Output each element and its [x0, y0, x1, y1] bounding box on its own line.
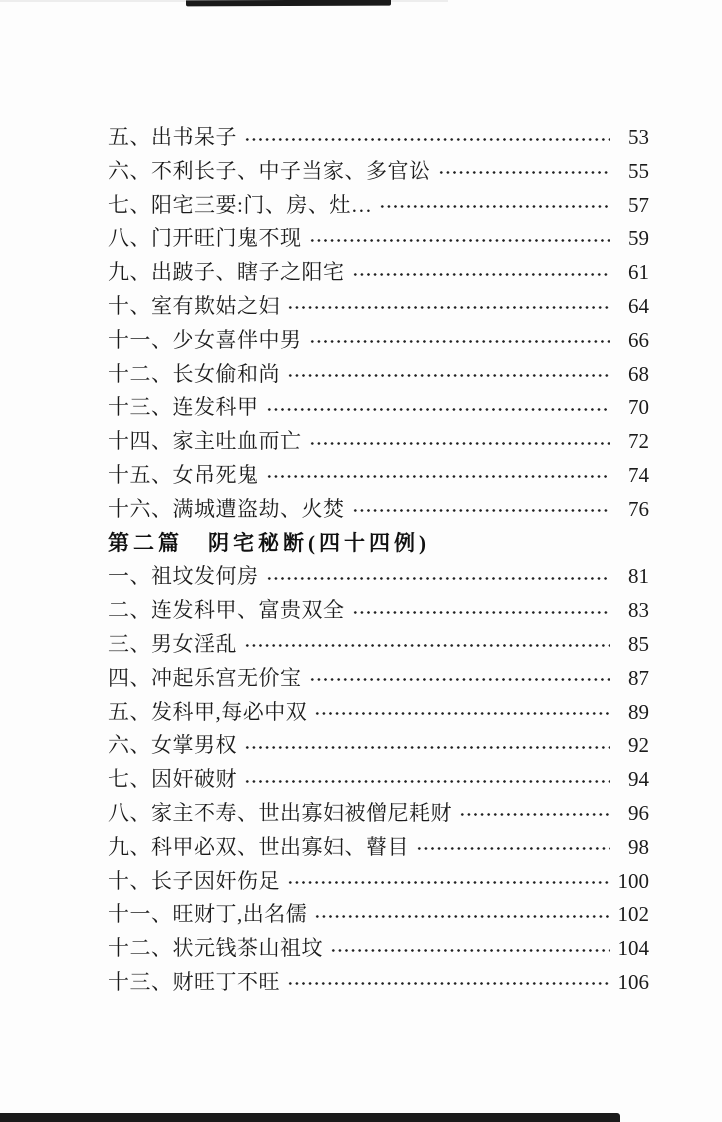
toc-entry-page-number: 66 — [628, 327, 649, 352]
toc-entry-title: 九、科甲必双、世出寡妇、瞽目 — [108, 834, 409, 859]
dot-leader — [266, 391, 611, 425]
toc-entry-row — [108, 560, 649, 594]
dot-leader — [309, 222, 611, 256]
table-of-contents — [108, 121, 649, 1000]
toc-entry-title: 一、祖坟发何房 — [108, 564, 259, 589]
toc-entry-page-number: 70 — [628, 395, 649, 420]
toc-entry-page-number: 61 — [628, 260, 649, 285]
toc-entry-page-number: 104 — [617, 936, 649, 961]
toc-section1-list — [108, 121, 649, 527]
toc-entry-page-number: 83 — [628, 598, 649, 623]
dot-leader — [309, 662, 611, 696]
toc-entry-page-number: 68 — [628, 361, 649, 386]
toc-entry-row — [108, 763, 649, 797]
toc-entry-row — [108, 391, 649, 425]
toc-entry-title: 八、家主不寿、世出寡妇被僧尼耗财 — [108, 800, 452, 825]
toc-entry-title: 十一、旺财丁,出名儒 — [108, 902, 308, 927]
toc-entry-row — [108, 797, 649, 831]
toc-entry-row — [108, 662, 649, 696]
toc-entry-title: 三、男女淫乱 — [108, 631, 237, 656]
toc-entry-row — [108, 628, 649, 662]
toc-entry-title: 十、室有欺姑之妇 — [108, 293, 280, 318]
toc-entry-title: 六、女掌男权 — [108, 733, 237, 758]
dot-leader — [438, 155, 611, 189]
toc-entry-title: 七、阳宅三要:门、房、灶… — [108, 192, 373, 217]
toc-entry-title: 六、不利长子、中子当家、多官讼 — [108, 158, 431, 183]
dot-leader — [266, 459, 611, 493]
dot-leader — [330, 932, 610, 966]
toc-entry-title: 九、出跛子、瞎子之阳宅 — [108, 260, 345, 285]
toc-entry-title: 十四、家主吐血而亡 — [108, 429, 302, 454]
toc-section2-list — [108, 560, 649, 999]
section2-header: 第二篇 阴宅秘断(四十四例) — [108, 530, 430, 555]
toc-entry-page-number: 102 — [617, 902, 649, 927]
toc-entry-row — [108, 594, 649, 628]
toc-entry-page-number: 74 — [628, 462, 649, 487]
toc-entry-row — [108, 189, 649, 223]
toc-entry-row — [108, 425, 649, 459]
toc-entry-title: 五、出书呆子 — [108, 125, 237, 149]
toc-entry-title: 十三、财旺丁不旺 — [108, 969, 280, 994]
toc-entry-page-number: 100 — [617, 868, 649, 893]
dot-leader — [379, 189, 610, 223]
dot-leader — [416, 831, 610, 865]
dot-leader — [314, 696, 610, 730]
toc-entry-page-number: 64 — [628, 293, 649, 318]
toc-entry-title: 四、冲起乐宫无价宝 — [108, 665, 302, 690]
dot-leader — [287, 865, 610, 899]
toc-entry-title: 十一、少女喜伴中男 — [108, 327, 302, 352]
dot-leader — [266, 560, 611, 594]
dot-leader — [352, 493, 611, 527]
toc-entry-row — [108, 358, 649, 392]
dot-leader — [287, 358, 610, 392]
toc-entry-page-number: 87 — [628, 665, 649, 690]
toc-entry-row — [108, 898, 649, 932]
dot-leader — [309, 425, 611, 459]
toc-entry-row — [108, 256, 649, 290]
dot-leader — [309, 324, 611, 358]
toc-entry-page-number: 72 — [628, 429, 649, 454]
dot-leader — [244, 763, 610, 797]
toc-entry-title: 十二、长女偷和尚 — [108, 361, 280, 386]
toc-entry-page-number: 76 — [628, 496, 649, 521]
dot-leader — [352, 256, 611, 290]
dot-leader — [352, 594, 611, 628]
toc-entry-page-number: 53 — [628, 125, 649, 149]
toc-entry-row — [108, 966, 649, 1000]
toc-entry-title: 二、连发科甲、富贵双全 — [108, 598, 345, 623]
toc-entry-page-number: 57 — [628, 192, 649, 217]
toc-entry-page-number: 106 — [617, 969, 649, 994]
scan-artifact-bottom-bar — [0, 1113, 620, 1122]
toc-entry-title: 七、因奸破财 — [108, 767, 237, 792]
dot-leader — [287, 290, 610, 324]
toc-entry-page-number: 59 — [628, 226, 649, 251]
section2-header-row — [108, 527, 649, 561]
dot-leader — [244, 729, 610, 763]
toc-entry-title: 十二、状元钱茶山祖坟 — [108, 936, 323, 961]
toc-entry-page-number: 85 — [628, 631, 649, 656]
dot-leader — [287, 966, 610, 1000]
toc-entry-title: 八、门开旺门鬼不现 — [108, 226, 302, 251]
toc-entry-row — [108, 155, 649, 189]
toc-entry-title: 五、发科甲,每必中双 — [108, 699, 308, 724]
toc-entry-title: 十、长子因奸伤足 — [108, 868, 280, 893]
toc-entry-page-number: 92 — [628, 733, 649, 758]
toc-entry-page-number: 96 — [628, 800, 649, 825]
toc-entry-row — [108, 324, 649, 358]
dot-leader — [244, 121, 610, 155]
dot-leader — [244, 628, 610, 662]
toc-entry-page-number: 81 — [628, 564, 649, 589]
toc-entry-row — [108, 493, 649, 527]
toc-entry-row — [108, 932, 649, 966]
toc-entry-title: 十三、连发科甲 — [108, 395, 259, 420]
scan-artifact-top-bar — [186, 0, 391, 6]
toc-entry-page-number: 94 — [628, 767, 649, 792]
dot-leader — [459, 797, 610, 831]
toc-entry-page-number: 98 — [628, 834, 649, 859]
toc-entry-page-number: 55 — [628, 158, 649, 183]
toc-entry-row — [108, 459, 649, 493]
toc-entry-row — [108, 831, 649, 865]
toc-entry-row — [108, 222, 649, 256]
toc-entry-page-number: 89 — [628, 699, 649, 724]
dot-leader — [314, 898, 610, 932]
toc-entry-row — [108, 865, 649, 899]
toc-entry-row — [108, 121, 649, 155]
toc-entry-row — [108, 696, 649, 730]
toc-entry-row — [108, 290, 649, 324]
toc-entry-title: 十五、女吊死鬼 — [108, 462, 259, 487]
toc-entry-title: 十六、满城遭盗劫、火焚 — [108, 496, 345, 521]
toc-entry-row — [108, 729, 649, 763]
